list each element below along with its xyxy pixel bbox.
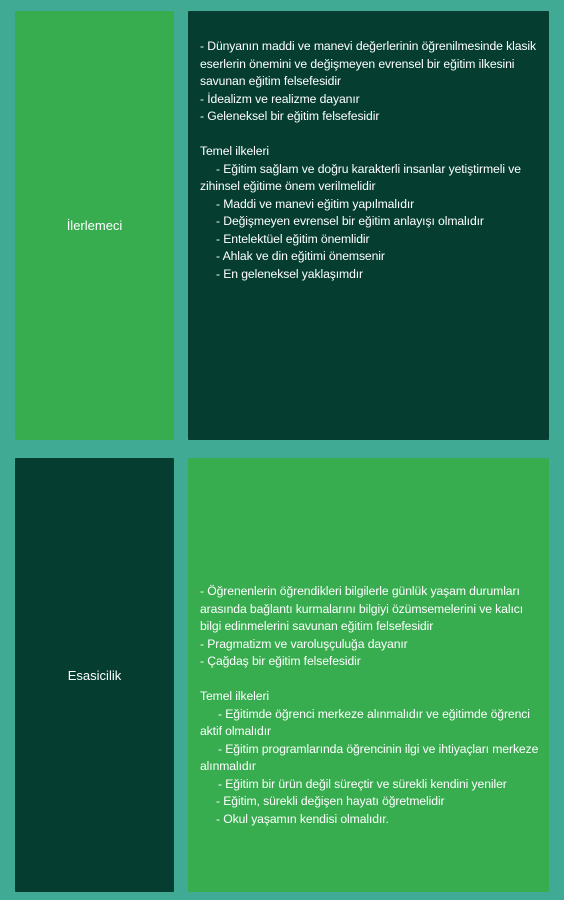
principles-title: Temel ilkeleri — [200, 689, 270, 703]
row-content-esasicilik — [188, 458, 549, 892]
principle-item: - Entelektüel eğitim önemlidir — [216, 231, 370, 246]
intro-line: - Öğrenenlerin öğrendikleri bilgilerle günlük yaşam durumları arasında bağlantı kurmalarını bilgiyi özümsemelerini ve kalıcı bilgi edinmelerini savunan eğitim felsefesidir — [200, 584, 524, 633]
principles-title: Temel ilkeleri — [200, 144, 270, 158]
intro-line: - Dünyanın maddi ve manevi değerlerinin öğrenilmesinde klasik eserlerin önemini ve değişmeyen evrensel bir eğitim ilkesini savunan eğitim felsefesidir — [200, 39, 537, 88]
principle-item: - Eğitimde öğrenci merkeze alınmalıdır ve eğitimde öğrenci aktif olmalıdır — [200, 706, 530, 738]
content-text-block — [188, 583, 549, 828]
intro-line: - İdealizm ve realizme dayanır — [200, 91, 360, 106]
principle-item: - Okul yaşamın kendisi olmalıdır. — [216, 811, 389, 826]
principle-item: - Değişmeyen evrensel bir eğitim anlayışı olmalıdır — [216, 214, 484, 228]
intro-line: - Pragmatizm ve varoluşçuluğa dayanır — [200, 636, 408, 651]
principle-item: - Ahlak ve din eğitimi önemsenir — [216, 249, 385, 263]
row-label-esasicilik — [15, 458, 174, 892]
content-text-block — [188, 38, 549, 283]
principle-item: - Maddi ve manevi eğitim yapılmalıdır — [216, 196, 415, 211]
intro-line: - Çağdaş bir eğitim felsefesidir — [200, 654, 361, 668]
row-content-ilerlemeci — [188, 11, 549, 440]
intro-line: - Geleneksel bir eğitim felsefesidir — [200, 109, 380, 123]
principle-item: - En geleneksel yaklaşımdır — [216, 266, 364, 281]
row-label-text: Esasicilik — [67, 667, 122, 683]
principle-item: - Eğitim, sürekli değişen hayatı öğretmelidir — [216, 794, 445, 808]
principle-item: - Eğitim bir ürün değil süreçtir ve sürekli kendini yeniler — [218, 776, 507, 791]
row-label-ilerlemeci — [15, 11, 174, 440]
principle-item: - Eğitim sağlam ve doğru karakterli insanlar yetiştirmeli ve zihinsel eğitime önem verilmelidir — [200, 161, 521, 193]
principle-item: - Eğitim programlarında öğrencinin ilgi ve ihtiyaçları merkeze alınmalıdır — [200, 741, 539, 773]
row-label-text: İlerlemeci — [66, 218, 123, 233]
